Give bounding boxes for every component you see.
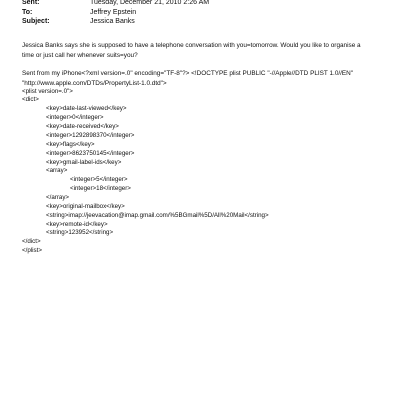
plist-line: </plist> [22,247,42,254]
signature-text: Sent from my iPhone<?xml version=.0" encoding="TF-8"?> <!DOCTYPE plist PUBLIC "-//Apple//DTD PLIST 1.0//EN" "http://www.apple.com/DTDs/PropertyList-1.0.dtd"> [22,70,354,87]
plist-line: <key>remote-id</key> [46,221,108,228]
plist-line: <integer>18</integer> [70,185,131,192]
subject-label: Subject: [22,18,50,25]
plist-line: <dict> [22,96,39,103]
plist-line: <plist version=.0"> [22,88,73,95]
plist-line: </array> [46,194,70,201]
plist-line: <key>gmail-label-ids</key> [46,159,122,166]
plist-line: <string>123952</string> [46,229,114,236]
subject-value: Jessica Banks [90,18,135,25]
sent-row [22,0,209,7]
plist-line: <array> [46,167,68,174]
plist-line: </dict> [22,238,41,245]
plist-line: <key>original-mailbox</key> [46,203,125,210]
plist-line: <string>imap://jeevacation@imap.gmail.com/%5BGmail%5D/All%20Mail</string> [46,212,269,219]
plist-line: <integer>8623750145</integer> [46,150,135,157]
to-row [22,8,136,17]
plist-line: <integer>1292898370</integer> [46,132,135,139]
sent-value: Tuesday, December 21, 2010 2:26 AM [90,0,210,6]
plist-line: <key>date-received</key> [46,123,119,130]
subject-row [22,17,135,26]
sent-label: Sent: [22,0,40,6]
message-text: Jessica Banks says she is supposed to have a telephone conversation with you=tomorrow. Would you like to organise a time or just call her whenever suits=you? [22,42,361,59]
plist-line: <key>date-last-viewed</key> [46,105,127,112]
plist-line: <integer>5</integer> [70,176,128,183]
plist-line: <key>flags</key> [46,141,95,148]
to-label: To: [22,9,33,16]
to-value: Jeffrey Epstein [90,9,137,16]
plist-line: <integer>0</integer> [46,114,104,121]
